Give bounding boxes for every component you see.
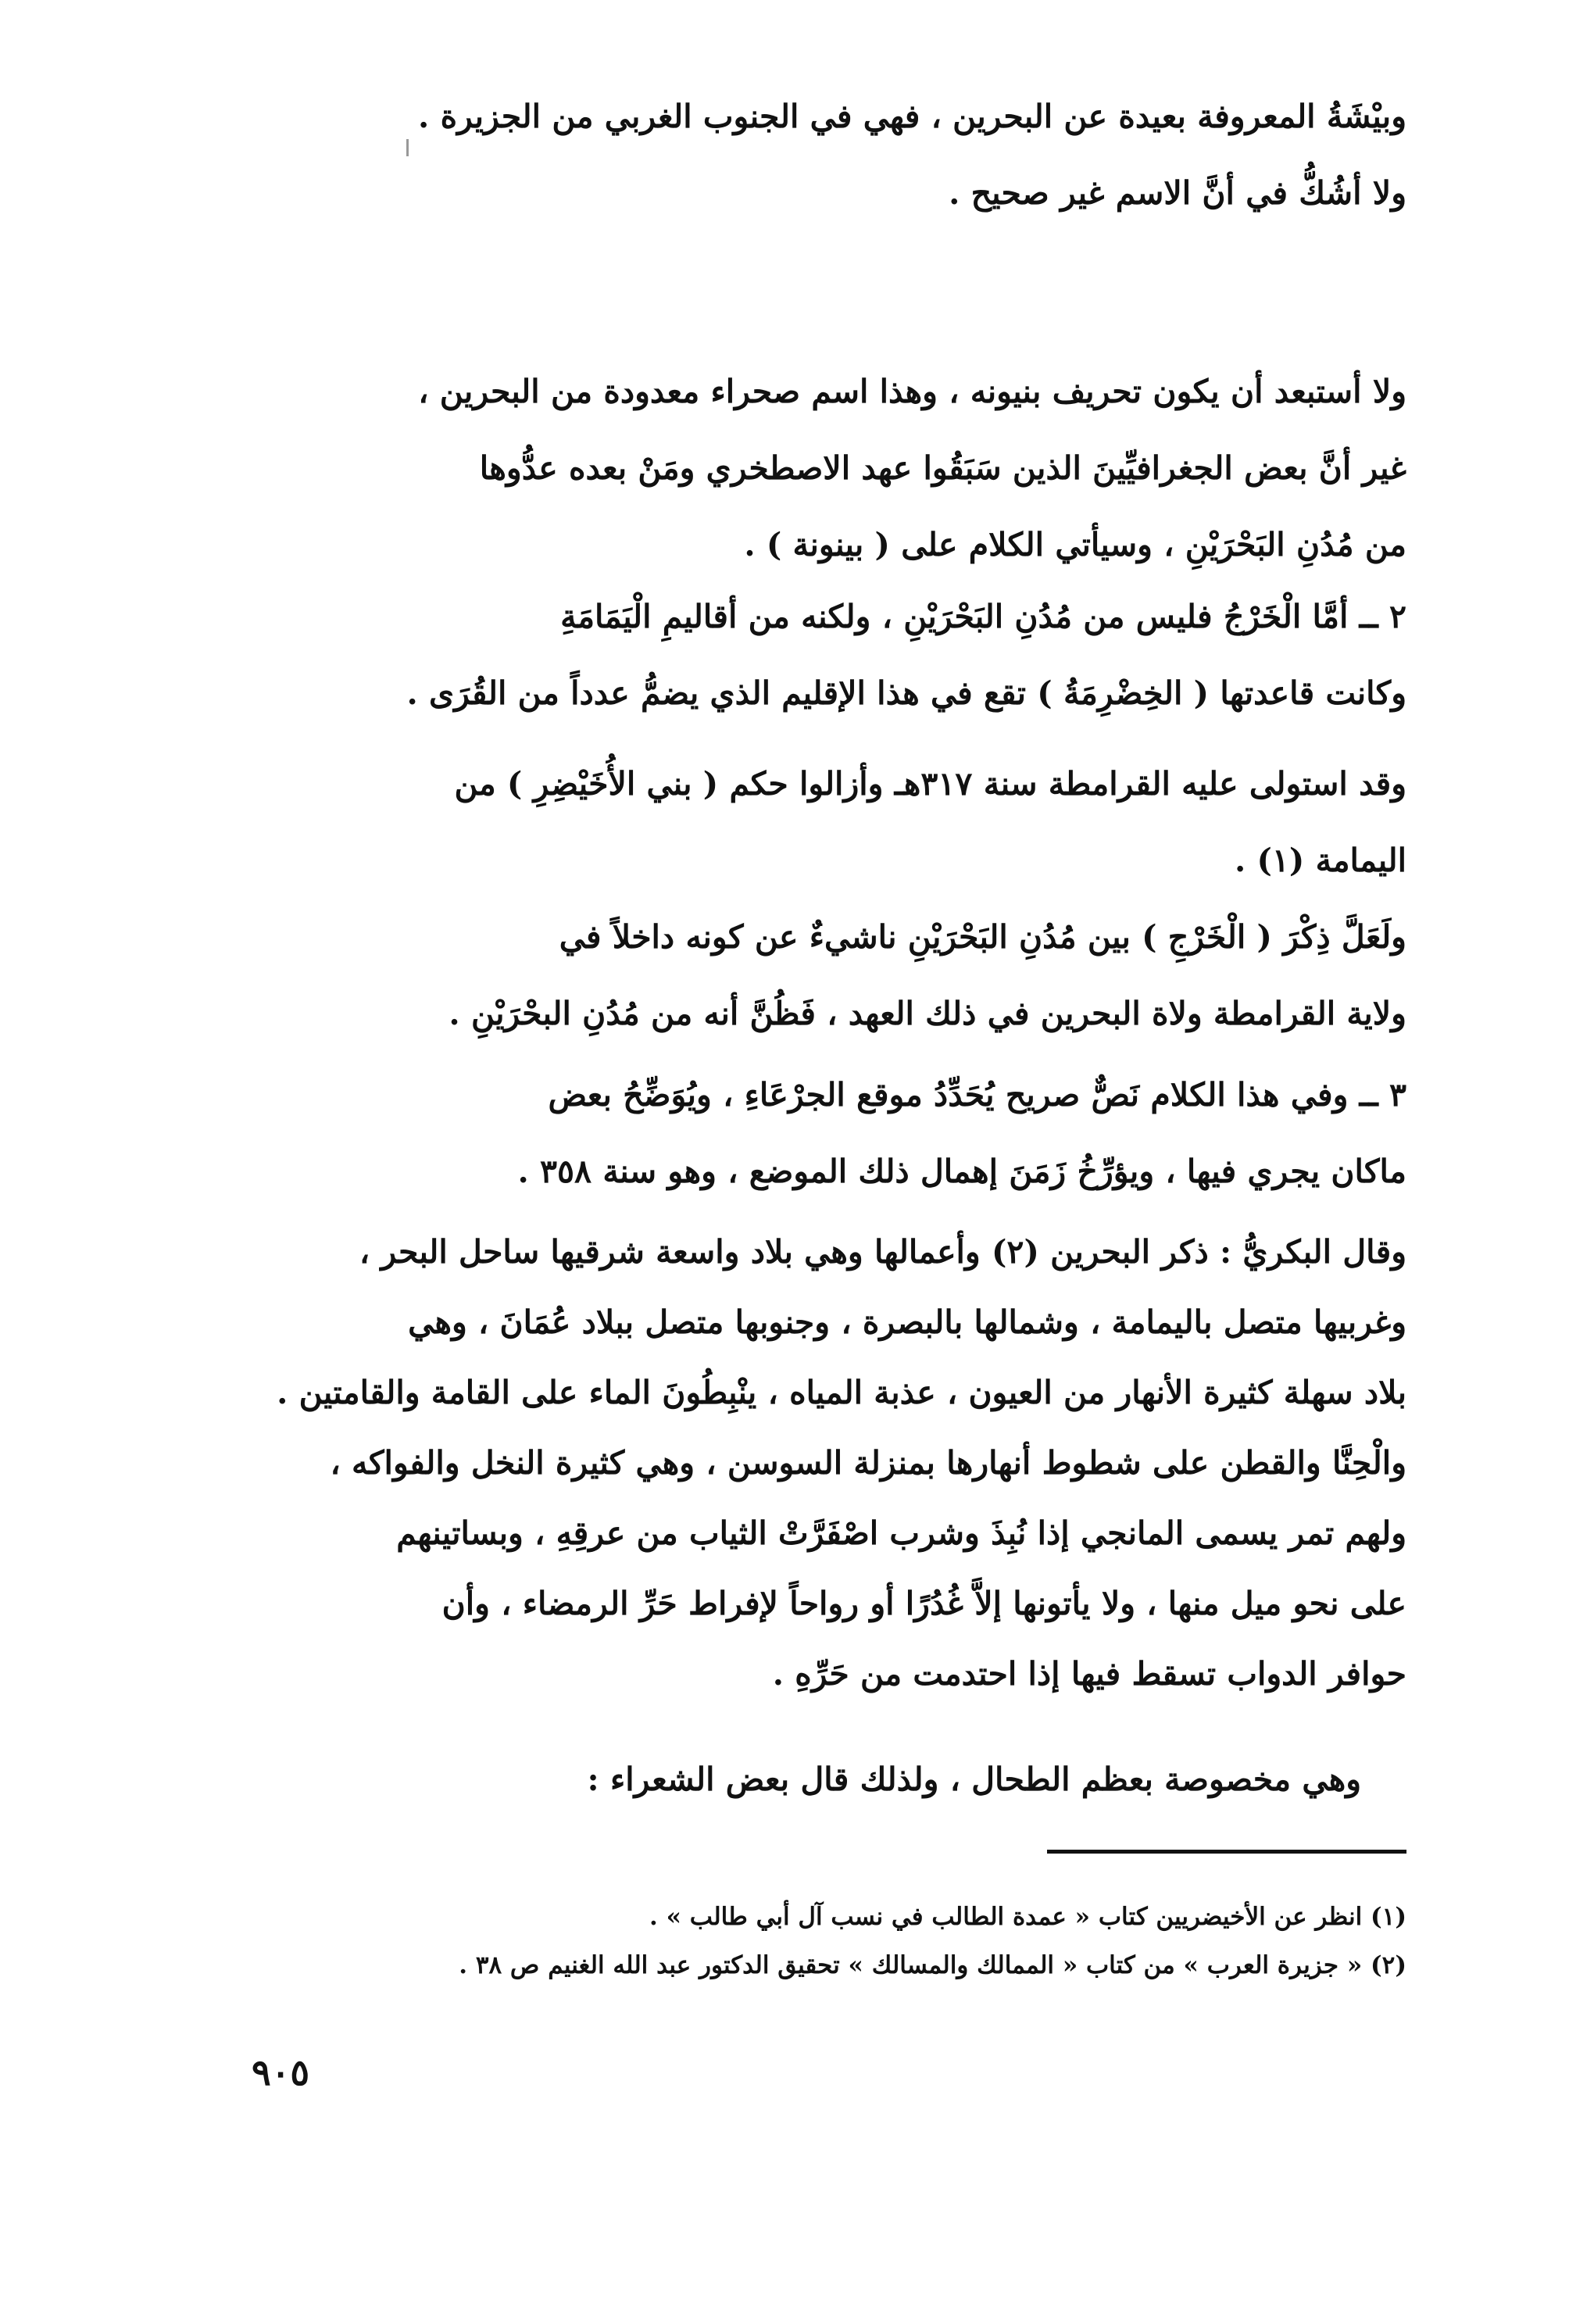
paragraph-item-3 [188, 1057, 1406, 1210]
body-line: وغربيها متصل باليمامة ، وشمالها بالبصرة ، وجنوبها متصل ببلاد عُمَانَ ، وهي [408, 1303, 1406, 1341]
body-line: ولاية القرامطة ولاة البحرين في ذلك العهد ، فَظُنَّ أنه من مُدُنِ البحْرَيْنِ . [449, 995, 1406, 1032]
footnotes [297, 1893, 1406, 1990]
paragraph-kharj [188, 899, 1406, 1052]
paragraph-baynuna [188, 353, 1406, 583]
body-line: ولَعَلَّ ذِكْرَ ( الْخَرْجِ ) بين مُدُنِ البَحْرَيْنِ ناشيءٌ عن كونه داخلاً في [559, 918, 1406, 956]
body-line: غير أنَّ بعض الجغرافيِّينَ الذين سَبَقُوا عهد الاصطخري ومَنْ بعده عدُّوها [479, 449, 1406, 487]
body-line: بلاد سهلة كثيرة الأنهار من العيون ، عذبة المياه ، ينْبِطُونَ الماء على القامة والقامتين . [277, 1374, 1406, 1411]
body-line: والْحِنَّا والقطن على شطوط أنهارها بمنزلة السوسن ، وهي كثيرة النخل والفواكه ، [330, 1444, 1406, 1482]
body-line: ماكان يجري فيها ، ويؤرِّخُ زَمَنَ إهمال ذلك الموضع ، وهو سنة ٣٥٨ . [517, 1153, 1406, 1190]
body-line: ٢ ــ أمَّا الْخَرْجُ فليس من مُدُنِ البَحْرَيْنِ ، ولكنه من أقاليمِ الْيَمَامَةِ [560, 598, 1406, 635]
paragraph-item-2 [188, 578, 1406, 731]
body-line: ٣ ــ وفي هذا الكلام نَصٌّ صريح يُحَدِّدُ موقع الجرْعَاءِ ، ويُوَضِّحُ بعض [548, 1076, 1406, 1114]
body-line: وبيْشَةُ المعروفة بعيدة عن البحرين ، فهي في الجنوب الغربي من الجزيرة . [418, 98, 1406, 135]
paragraph-bakri [188, 1217, 1406, 1709]
body-line: وهي مخصوصة بعظم الطحال ، ولذلك قال بعض الشعراء : [587, 1761, 1361, 1798]
body-line: وقال البكريُّ : ذكر البحرين (٢) وأعمالها وهي بلاد واسعة شرقيها ساحل البحر ، [359, 1233, 1406, 1271]
body-line: حوافر الدواب تسقط فيها إذا احتدمت من حَرِّهِ . [772, 1655, 1406, 1693]
body-line: اليمامة (١) . [1234, 842, 1406, 879]
footnote-separator [1047, 1850, 1406, 1854]
paragraph-spleen [188, 1741, 1406, 1818]
body-line: ولا أستبعد أن يكون تحريف بنيونه ، وهذا اسم صحراء معدودة من البحرين ، [418, 373, 1406, 410]
footnote-2: (٢) « جزيرة العرب » من كتاب « الممالك والمسالك » تحقيق الدكتور عبد الله الغنيم ص ٣٨ . [459, 1951, 1406, 1979]
body-line: من مُدُنِ البَحْرَيْنِ ، وسيأتي الكلام على ( بينونة ) . [744, 526, 1406, 563]
page-number: ٩٠٥ [252, 2051, 310, 2093]
footnote-1: (١) انظر عن الأخيضريين كتاب « عمدة الطالب في نسب آل أبي طالب » . [649, 1903, 1406, 1931]
paragraph-baysha [188, 78, 1406, 231]
body-line: ولهم تمر يسمى المانجي إذا نُبِذَ وشرب اصْفَرَّتْ الثياب من عرقِهِ ، وبساتينهم [396, 1514, 1406, 1552]
body-line: وكانت قاعدتها ( الخِضْرِمَةُ ) تقع في هذا الإقليم الذي يضمُّ عدداً من القُرَى . [406, 674, 1406, 712]
body-line: ولا أشُكُّ في أنَّ الاسم غير صحيح . [949, 174, 1406, 212]
paragraph-qarmatians [188, 745, 1406, 899]
body-line: وقد استولى عليه القرامطة سنة ٣١٧هـ وأزالوا حكم ( بني الأُخَيْضِرِ ) من [454, 765, 1406, 803]
body-line: على نحو ميل منها ، ولا يأتونها إلاَّ غُدُرًا أو رواحاً لإفراط حَرِّ الرمضاء ، وأن [441, 1585, 1406, 1622]
